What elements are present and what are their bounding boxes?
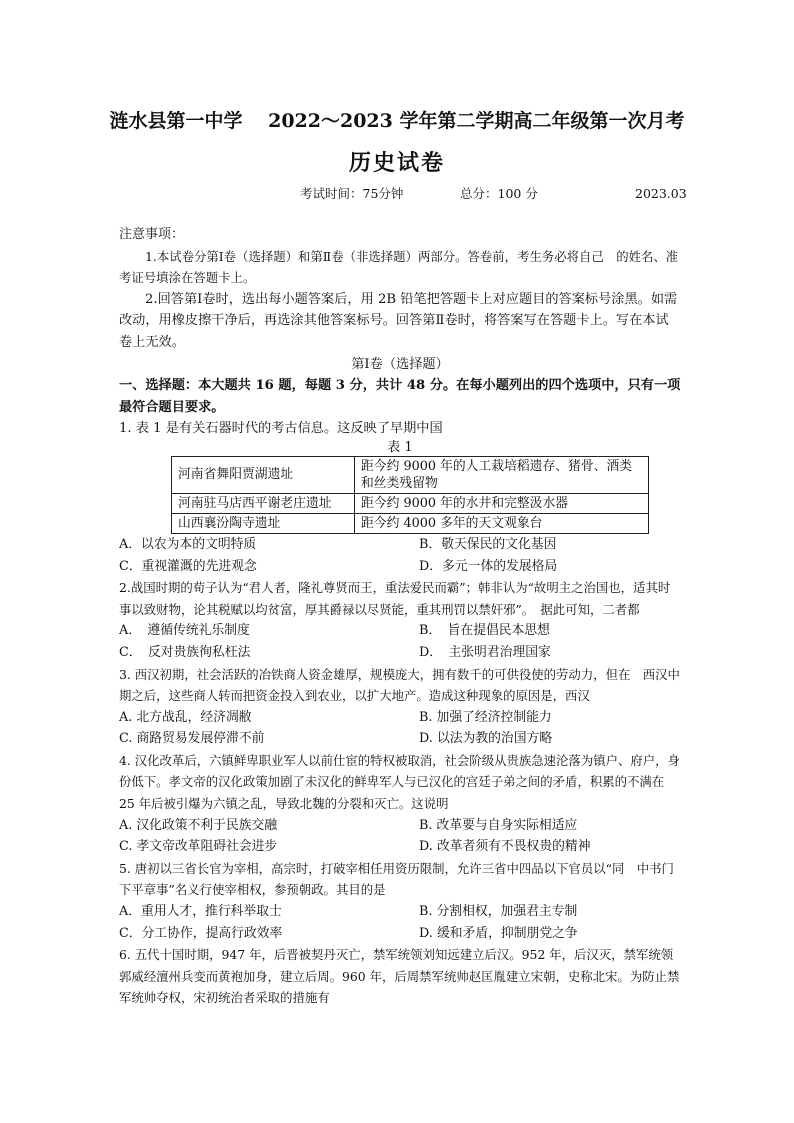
notice-heading: 注意事项： bbox=[119, 227, 185, 242]
table-cell: 距今约 9000 年的水井和完整汲水器 bbox=[355, 493, 649, 513]
option-c[interactable]: C. 孝文帝改革阻碍社会进步 bbox=[119, 839, 278, 855]
exam-subtitle: 历史试卷 bbox=[348, 150, 445, 176]
section-heading: 第Ⅰ卷（选择题） bbox=[351, 356, 449, 372]
table-row bbox=[172, 513, 649, 533]
option-d[interactable]: D. 以法为教的治国方略 bbox=[419, 731, 553, 747]
option-b[interactable]: B. 分割相权，加强君主专制 bbox=[419, 904, 578, 920]
question-6-stem: 6. 五代十国时期，947 年，后晋被契丹灭亡，禁军统领刘知远建立后汉。952 年，后汉灭，禁军统领郭威经澶州兵变而黄袍加身，建立后周。960 年，后周禁军统帅赵匡胤建立宋朝，史称北宋。为防止禁军统帅夺权，宋初统治者采取的措施有 bbox=[119, 947, 680, 1006]
option-a[interactable]: A． 遵循传统礼乐制度 bbox=[119, 623, 250, 639]
option-d[interactable]: D. 缓和矛盾，抑制朋党之争 bbox=[419, 925, 578, 941]
table-cell: 距今约 9000 年的人工栽培稻遗存、猪骨、酒类和丝类残留物 bbox=[355, 456, 649, 493]
option-b[interactable]: B．敬天保民的文化基因 bbox=[419, 536, 557, 552]
question-4-stem: 4. 汉化改革后，六镇鲜卑职业军人以前仕宦的特权被取消，社会阶级从贵族急速沦落为镇户、府户，身份低下。孝文帝的汉化政策加剧了未汉化的鲜卑军人与已汉化的宫廷子弟之间的矛盾，积累的不满在 25 年后被引爆为六镇之乱，导致北魏的分裂和灭亡。这说明 bbox=[119, 752, 680, 812]
option-a[interactable]: A．重用人才，推行科举取士 bbox=[119, 904, 282, 920]
question-1-stem: 1. 表 1 是有关石器时代的考古信息。这反映了早期中国 bbox=[119, 421, 443, 437]
option-c[interactable]: C． 反对贵族徇私枉法 bbox=[119, 644, 251, 660]
table-cell: 距今约 4000 多年的天文观象台 bbox=[355, 513, 649, 533]
exam-score: 总分：100 分 bbox=[460, 186, 538, 201]
table-row bbox=[172, 456, 649, 493]
option-b[interactable]: B. 加强了经济控制能力 bbox=[419, 709, 552, 725]
question-3-options bbox=[119, 707, 681, 750]
question-4-options bbox=[119, 815, 681, 858]
question-5-stem: 5. 唐初以三省长官为宰相，高宗时，打破宰相任用资历限制，允许三省中四品以下官员以“同 中书门下平章事”名义行使宰相权，参预朝政。其目的是 bbox=[119, 860, 674, 898]
exam-body bbox=[119, 224, 681, 1009]
notice-item-2: 2.回答第Ⅰ卷时，选出每小题答案后，用 2B 铅笔把答题卡上对应题目的答案标号涂黑。如需改动，用橡皮擦干净后，再选涂其他答案标号。回答第Ⅱ卷时，将答案写在答题卡上。写在本试卷上无效。 bbox=[119, 291, 678, 350]
question-2-stem: 2.战国时期的荀子认为“君人者，隆礼尊贤而王，重法爱民而霸”；韩非认为“故明主之治国也，适其时事以致财物，论其税赋以均贫富，厚其爵禄以尽贤能，重其刑罚以禁奸邪”。 据此可知，二者都 bbox=[119, 580, 671, 617]
question-1-options bbox=[119, 534, 681, 577]
option-a[interactable]: A. 汉化政策不利于民族交融 bbox=[119, 817, 278, 833]
option-b[interactable]: B. 改革要与自身实际相适应 bbox=[419, 817, 578, 833]
table-cell: 河南省舞阳贾湖遗址 bbox=[172, 456, 355, 493]
option-c[interactable]: C. 商路贸易发展停滞不前 bbox=[119, 731, 265, 747]
question-5-options bbox=[119, 901, 681, 944]
option-c[interactable]: C．重视灌溉的先进观念 bbox=[119, 558, 257, 574]
section-instruction: 一、选择题：本大题共 16 题，每题 3 分，共计 48 分。在每小题列出的四个选项中，只有一项最符合题目要求。 bbox=[119, 378, 681, 415]
option-b[interactable]: B． 旨在提倡民本思想 bbox=[419, 623, 550, 639]
table-cell: 山西襄汾陶寺遗址 bbox=[172, 513, 355, 533]
exam-date: 2023.03 bbox=[635, 186, 687, 201]
option-d[interactable]: D. 改革者须有不畏权贵的精神 bbox=[419, 839, 591, 855]
exam-title: 涟水县第一中学 2022〜2023 学年第二学期高二年级第一次月考 bbox=[109, 110, 685, 132]
question-2-options bbox=[119, 620, 681, 663]
option-d[interactable]: D．多元一体的发展格局 bbox=[419, 558, 558, 574]
question-3-stem: 3. 西汉初期，社会活跃的冶铁商人资金雄厚，规模庞大，拥有数千的可供役使的劳动力，但在 西汉中期之后，这些商人转而把资金投入到农业，以扩大地产。造成这种现象的原因是，西汉 bbox=[119, 666, 680, 704]
option-d[interactable]: D． 主张明君治理国家 bbox=[419, 644, 551, 660]
option-a[interactable]: A. 北方战乱，经济凋敝 bbox=[119, 709, 252, 725]
exam-time: 考试时间：75分钟 bbox=[300, 186, 404, 201]
notice-item-1: 1.本试卷分第Ⅰ卷（选择题）和第Ⅱ卷（非选择题）两部分。答卷前，考生务必将自己 的姓名、准考证号填涂在答题卡上。 bbox=[119, 248, 679, 286]
exam-meta bbox=[300, 184, 687, 202]
option-c[interactable]: C．分工协作，提高行政效率 bbox=[119, 925, 283, 941]
archaeology-table bbox=[171, 456, 649, 534]
table-row bbox=[172, 493, 649, 513]
table-caption: 表 1 bbox=[387, 439, 413, 455]
table-cell: 河南驻马店西平谢老庄遗址 bbox=[172, 493, 355, 513]
option-a[interactable]: A．以农为本的文明特质 bbox=[119, 536, 257, 552]
